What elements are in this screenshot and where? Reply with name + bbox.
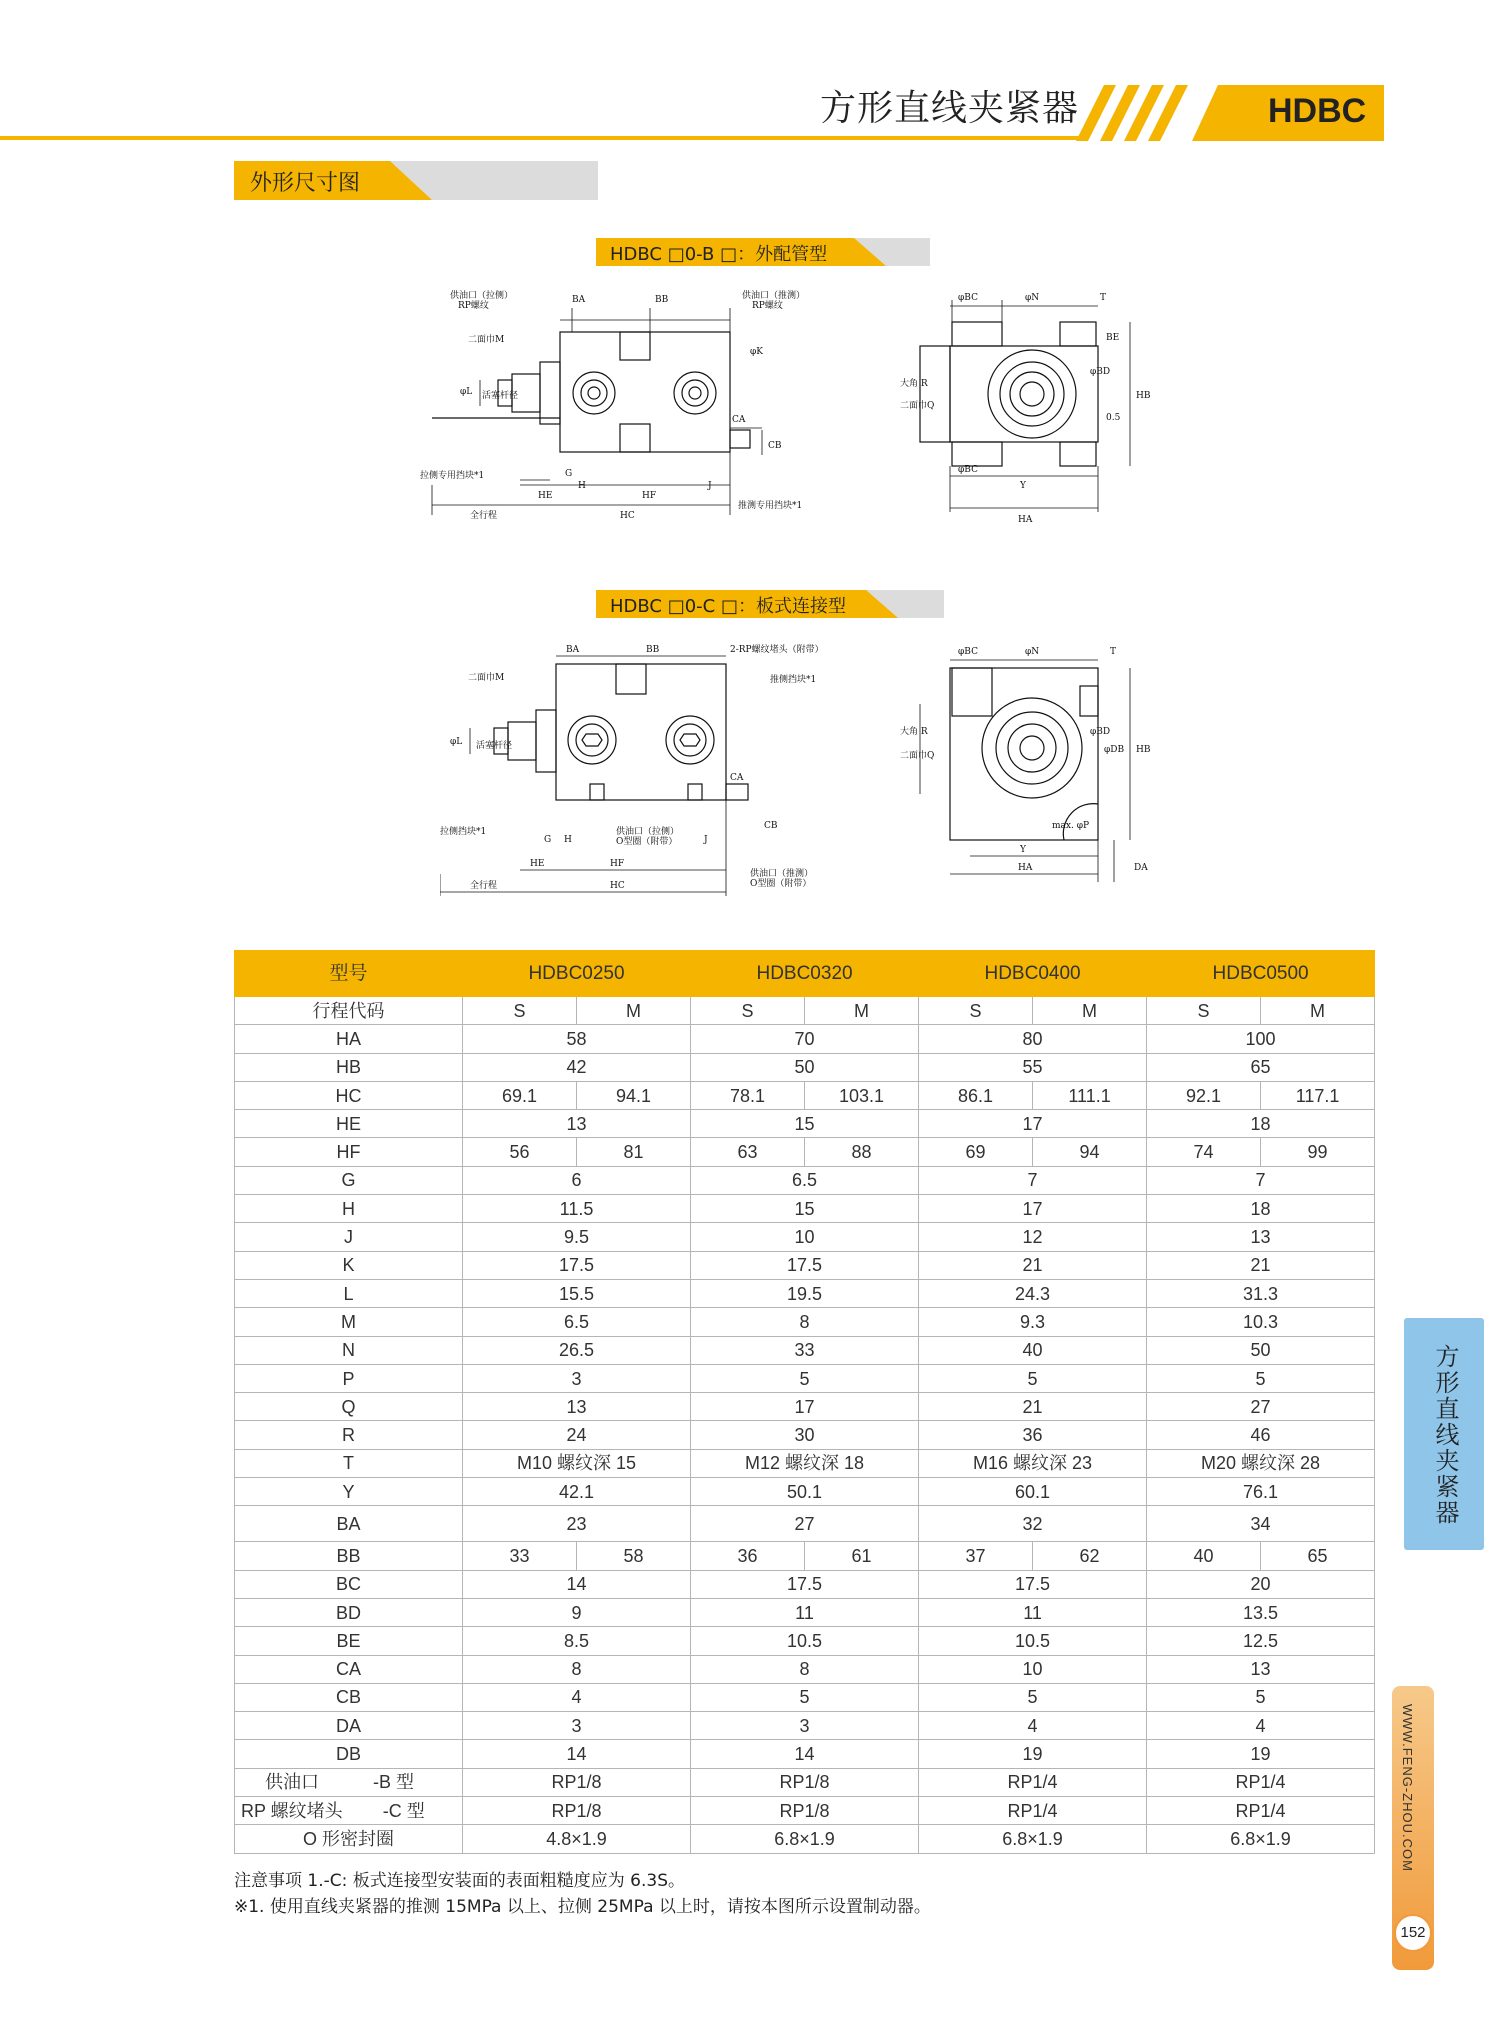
row-label: BD (235, 1598, 463, 1626)
table-cell: 9 (463, 1598, 691, 1626)
table-cell: 5 (919, 1683, 1147, 1711)
table-cell: 46 (1147, 1421, 1375, 1449)
table-cell: 10.5 (691, 1627, 919, 1655)
row-label: HE (235, 1110, 463, 1138)
table-cell: 80 (919, 1025, 1147, 1053)
table-row (235, 1336, 1375, 1364)
table-cell: 13 (1147, 1223, 1375, 1251)
b-front-port-push-sub: RP螺纹 (752, 301, 783, 311)
b-side-hb: HB (1136, 391, 1151, 401)
table-row (235, 1740, 1375, 1768)
row-label: DB (235, 1740, 463, 1768)
c-front-plug: 2-RP螺纹堵头（附带） (730, 645, 824, 655)
table-cell: M20 螺纹深 28 (1147, 1449, 1375, 1477)
row-label: R (235, 1421, 463, 1449)
table-cell: 74 (1147, 1138, 1261, 1166)
row-label: HA (235, 1025, 463, 1053)
c-side-db: φDB (1104, 745, 1125, 755)
table-cell: 5 (1147, 1683, 1375, 1711)
b-front-phi-k: φK (750, 347, 764, 357)
table-cell: 24 (463, 1421, 691, 1449)
c-front-bb: BB (646, 645, 660, 655)
table-cell: 11.5 (463, 1195, 691, 1223)
table-cell: 50.1 (691, 1478, 919, 1506)
table-cell: 86.1 (919, 1081, 1033, 1109)
table-cell: 11 (691, 1598, 919, 1626)
table-row-port-b (235, 1768, 1375, 1796)
c-type-side-drawing (900, 644, 1180, 884)
table-row (235, 1025, 1375, 1053)
table-cell: RP1/8 (463, 1797, 691, 1825)
table-cell: 13.5 (1147, 1598, 1375, 1626)
table-row (235, 1478, 1375, 1506)
table-cell: 15.5 (463, 1279, 691, 1307)
header-rule (0, 136, 1086, 140)
b-front-he: HE (538, 491, 553, 501)
table-row (235, 1053, 1375, 1081)
table-cell: 5 (691, 1683, 919, 1711)
row-label: N (235, 1336, 463, 1364)
b-front-cb: CB (768, 441, 782, 451)
table-header-row (235, 951, 1375, 997)
table-cell: 78.1 (691, 1081, 805, 1109)
table-row (235, 1449, 1375, 1477)
c-side-t: T (1110, 647, 1117, 657)
table-cell: M10 螺纹深 15 (463, 1449, 691, 1477)
table-footer-rows (235, 1768, 1375, 1853)
table-cell: 30 (691, 1421, 919, 1449)
c-front-stop-pull: 拉侧挡块*1 (440, 827, 487, 837)
table-cell: 10 (691, 1223, 919, 1251)
row-label: T (235, 1449, 463, 1477)
row-label: BB (235, 1542, 463, 1570)
table-row (235, 1683, 1375, 1711)
table-row-stroke (235, 997, 1375, 1025)
table-cell: RP1/4 (1147, 1768, 1375, 1796)
product-code: HDBC (1268, 92, 1367, 130)
c-front-port-pull: 供油口（拉侧） (616, 827, 680, 837)
diagram-label-b (596, 238, 930, 266)
table-cell: 6.5 (463, 1308, 691, 1336)
header-model: HDBC0500 (1147, 951, 1375, 997)
table-cell: 58 (577, 1542, 691, 1570)
c-side-n: φN (1025, 647, 1040, 657)
table-cell: 17.5 (691, 1570, 919, 1598)
row-label: CA (235, 1655, 463, 1683)
table-cell: 6.8×1.9 (919, 1825, 1147, 1853)
table-cell: 65 (1261, 1542, 1375, 1570)
c-front-g: G (544, 835, 552, 845)
table-cell: 24.3 (919, 1279, 1147, 1307)
table-cell: 17 (919, 1195, 1147, 1223)
diagram-label-c (596, 590, 944, 618)
b-front-stroke: 全行程 (470, 511, 498, 521)
table-cell: 18 (1147, 1195, 1375, 1223)
b-front-rod: 活塞杆径 (482, 391, 519, 401)
row-label: HB (235, 1053, 463, 1081)
b-front-ba: BA (572, 295, 586, 305)
table-cell: 15 (691, 1195, 919, 1223)
table-cell: RP1/4 (919, 1768, 1147, 1796)
table-cell: 50 (1147, 1336, 1375, 1364)
row-label: CB (235, 1683, 463, 1711)
table-cell: 42 (463, 1053, 691, 1081)
table-cell: RP1/8 (463, 1768, 691, 1796)
row-label: M (235, 1308, 463, 1336)
table-cell: M12 螺纹深 18 (691, 1449, 919, 1477)
table-cell: M (577, 997, 691, 1025)
table-cell: S (691, 997, 805, 1025)
c-side-bd: φBD (1090, 727, 1111, 737)
row-label: H (235, 1195, 463, 1223)
table-cell: 20 (1147, 1570, 1375, 1598)
b-side-05: 0.5 (1106, 413, 1121, 423)
table-cell: 6 (463, 1166, 691, 1194)
b-front-phi-l: φL (460, 387, 473, 397)
b-type-side-drawing (900, 290, 1180, 530)
c-front-h: H (564, 835, 572, 845)
port-label-2: RP 螺纹堵头 (241, 1800, 343, 1821)
c-front-stop-push: 推侧挡块*1 (770, 675, 817, 685)
table-cell: 69.1 (463, 1081, 577, 1109)
table-cell: 36 (691, 1542, 805, 1570)
table-cell: 26.5 (463, 1336, 691, 1364)
table-cell: RP1/8 (691, 1797, 919, 1825)
table-cell: 6.5 (691, 1166, 919, 1194)
table-row (235, 1598, 1375, 1626)
c-front-ca: CA (730, 773, 744, 783)
table-cell: 21 (1147, 1251, 1375, 1279)
c-front-hf: HF (610, 859, 625, 869)
table-cell: 10.3 (1147, 1308, 1375, 1336)
c-front-ba: BA (566, 645, 580, 655)
table-cell: 13 (463, 1110, 691, 1138)
table-cell: 60.1 (919, 1478, 1147, 1506)
table-cell: 50 (691, 1053, 919, 1081)
table-cell: M (1261, 997, 1375, 1025)
table-cell: 18 (1147, 1110, 1375, 1138)
row-label: K (235, 1251, 463, 1279)
note-line-1: 注意事项 1.-C: 板式连接型安装面的表面粗糙度应为 6.3S。 (234, 1871, 685, 1891)
b-side-be: BE (1106, 333, 1120, 343)
table-row (235, 1542, 1375, 1570)
table-cell: 19.5 (691, 1279, 919, 1307)
table-cell: 13 (463, 1393, 691, 1421)
table-cell: 63 (691, 1138, 805, 1166)
c-side-hb: HB (1136, 745, 1151, 755)
table-row (235, 1506, 1375, 1542)
table-cell: RP1/4 (919, 1797, 1147, 1825)
table-row-port-c (235, 1797, 1375, 1825)
row-label: Q (235, 1393, 463, 1421)
b-front-two-face: 二面巾M (468, 335, 505, 345)
b-side-ha: HA (1018, 515, 1033, 525)
header-model: HDBC0320 (691, 951, 919, 997)
table-cell: M (805, 997, 919, 1025)
table-cell: 100 (1147, 1025, 1375, 1053)
b-side-t: T (1100, 293, 1107, 303)
c-front-phi-l: φL (450, 737, 463, 747)
header-stripes (1076, 85, 1206, 141)
table-cell: 33 (463, 1542, 577, 1570)
table-cell: 36 (919, 1421, 1147, 1449)
table-cell: 3 (463, 1712, 691, 1740)
row-label: BE (235, 1627, 463, 1655)
note-line-2: ※1. 使用直线夹紧器的推测 15MPa 以上、拉侧 25MPa 以上时，请按本图所示设置制动器。 (234, 1897, 931, 1917)
table-cell: 9.5 (463, 1223, 691, 1251)
page-number: 152 (1394, 1914, 1432, 1952)
table-cell: 111.1 (1033, 1081, 1147, 1109)
table-cell: S (1147, 997, 1261, 1025)
table-cell: 14 (691, 1740, 919, 1768)
table-cell: 17.5 (691, 1251, 919, 1279)
b-side-bc: φBC (958, 293, 978, 303)
table-cell: 9.3 (919, 1308, 1147, 1336)
table-cell: 5 (919, 1364, 1147, 1392)
table-cell: 21 (919, 1393, 1147, 1421)
table-cell: 8 (463, 1655, 691, 1683)
port-b-label: -B 型 (373, 1772, 415, 1793)
row-label: 行程代码 (235, 997, 463, 1025)
table-cell: RP1/4 (1147, 1797, 1375, 1825)
row-label (235, 1768, 463, 1796)
table-cell: 76.1 (1147, 1478, 1375, 1506)
table-row (235, 1308, 1375, 1336)
table-cell: 70 (691, 1025, 919, 1053)
table-cell: 40 (919, 1336, 1147, 1364)
table-body (235, 997, 1375, 1769)
table-cell: S (463, 997, 577, 1025)
table-cell: 27 (691, 1506, 919, 1542)
table-cell: 14 (463, 1740, 691, 1768)
port-label-1: 供油口 (265, 1772, 319, 1793)
c-front-oring-push: O型圈（附带） (750, 879, 812, 889)
table-cell: RP1/8 (691, 1768, 919, 1796)
port-c-label: -C 型 (382, 1800, 425, 1821)
table-row (235, 1364, 1375, 1392)
b-front-port-pull-sub: RP螺纹 (458, 301, 489, 311)
table-cell: 3 (691, 1712, 919, 1740)
header-model: HDBC0250 (463, 951, 691, 997)
row-label: HC (235, 1081, 463, 1109)
table-cell: 33 (691, 1336, 919, 1364)
row-label: P (235, 1364, 463, 1392)
table-cell: 37 (919, 1542, 1033, 1570)
table-cell: 13 (1147, 1655, 1375, 1683)
website-text: WWW.FENG-ZHOU.COM (1400, 1704, 1415, 1872)
row-label: L (235, 1279, 463, 1307)
row-label: G (235, 1166, 463, 1194)
table-row (235, 1421, 1375, 1449)
table-cell: 19 (1147, 1740, 1375, 1768)
c-front-rod: 活塞杆径 (476, 741, 513, 751)
table-cell: 14 (463, 1570, 691, 1598)
b-side-bd: φBD (1090, 367, 1111, 377)
b-front-ca: CA (732, 415, 746, 425)
b-type-front-drawing (420, 290, 820, 530)
c-side-y: Y (1020, 845, 1026, 855)
table-cell: 17.5 (463, 1251, 691, 1279)
table-cell: 3 (463, 1364, 691, 1392)
table-cell: M16 螺纹深 23 (919, 1449, 1147, 1477)
header-model: HDBC0400 (919, 951, 1147, 997)
header-model-label: 型号 (235, 951, 463, 997)
table-cell: 56 (463, 1138, 577, 1166)
table-cell: 23 (463, 1506, 691, 1542)
table-cell: 17 (919, 1110, 1147, 1138)
table-cell: 11 (919, 1598, 1147, 1626)
b-side-bc2: φBC (958, 465, 978, 475)
table-cell: 117.1 (1261, 1081, 1375, 1109)
row-label: O 形密封圈 (235, 1825, 463, 1853)
table-cell: S (919, 997, 1033, 1025)
table-cell: 8 (691, 1308, 919, 1336)
c-side-p: max. φP (1052, 821, 1090, 831)
c-side-da: DA (1134, 863, 1148, 873)
table-cell: 17 (691, 1393, 919, 1421)
table-cell: 31.3 (1147, 1279, 1375, 1307)
table-row (235, 1279, 1375, 1307)
table-cell: 21 (919, 1251, 1147, 1279)
side-tab-label: 方形直线夹紧器 (1431, 1344, 1459, 1526)
table-cell: 94 (1033, 1138, 1147, 1166)
table-cell: 4.8×1.9 (463, 1825, 691, 1853)
b-front-stop-push: 推测专用挡块*1 (738, 501, 803, 511)
table-row (235, 1627, 1375, 1655)
table-row-oring (235, 1825, 1375, 1853)
table-cell: 32 (919, 1506, 1147, 1542)
b-front-hc: HC (620, 511, 635, 521)
spec-table (234, 950, 1375, 1854)
b-side-n: φN (1025, 293, 1040, 303)
c-side-ha: HA (1018, 863, 1033, 873)
table-cell: 103.1 (805, 1081, 919, 1109)
b-front-h: H (578, 481, 586, 491)
c-front-port-push: 供油口（推测） (750, 869, 814, 879)
c-side-q: 二面巾Q (900, 751, 935, 761)
table-cell: 4 (919, 1712, 1147, 1740)
c-side-r: 大角 R (900, 727, 928, 737)
table-cell: 12.5 (1147, 1627, 1375, 1655)
diagram-label-c-text: HDBC □0-C □：板式连接型 (610, 596, 846, 617)
table-cell: 88 (805, 1138, 919, 1166)
table-cell: 55 (919, 1053, 1147, 1081)
table-row (235, 1393, 1375, 1421)
table-cell: 40 (1147, 1542, 1261, 1570)
table-cell: 61 (805, 1542, 919, 1570)
table-cell: 10 (919, 1655, 1147, 1683)
table-cell: 5 (691, 1364, 919, 1392)
b-front-bb: BB (655, 295, 669, 305)
table-cell: 6.8×1.9 (1147, 1825, 1375, 1853)
row-label: DA (235, 1712, 463, 1740)
c-front-hc: HC (610, 881, 625, 891)
c-front-he: HE (530, 859, 545, 869)
table-cell: 15 (691, 1110, 919, 1138)
c-front-cb: CB (764, 821, 778, 831)
table-cell: 7 (919, 1166, 1147, 1194)
b-front-port-pull: 供油口（拉侧） (450, 291, 514, 301)
table-row (235, 1570, 1375, 1598)
table-row (235, 1223, 1375, 1251)
table-cell: 94.1 (577, 1081, 691, 1109)
table-cell: 81 (577, 1138, 691, 1166)
c-type-front-drawing (440, 644, 840, 904)
table-row (235, 1110, 1375, 1138)
table-cell: 4 (463, 1683, 691, 1711)
table-cell: 92.1 (1147, 1081, 1261, 1109)
table-cell: 69 (919, 1138, 1033, 1166)
b-front-g: G (565, 469, 573, 479)
section-title: 外形尺寸图 (250, 171, 361, 196)
row-label: BA (235, 1506, 463, 1542)
b-side-q: 二面巾Q (900, 401, 935, 411)
table-cell: 8 (691, 1655, 919, 1683)
table-cell: 62 (1033, 1542, 1147, 1570)
diagram-label-b-text: HDBC □0-B □：外配管型 (610, 244, 828, 265)
table-row (235, 1712, 1375, 1740)
table-row (235, 1195, 1375, 1223)
row-label: HF (235, 1138, 463, 1166)
table-row (235, 1251, 1375, 1279)
c-side-bc: φBC (958, 647, 978, 657)
row-label: BC (235, 1570, 463, 1598)
table-cell: 10.5 (919, 1627, 1147, 1655)
table-cell: 99 (1261, 1138, 1375, 1166)
c-front-oring-pull: O型圈（附带） (616, 837, 678, 847)
table-cell: 8.5 (463, 1627, 691, 1655)
c-front-j: J (704, 835, 708, 845)
table-cell: M (1033, 997, 1147, 1025)
table-cell: 6.8×1.9 (691, 1825, 919, 1853)
page-title: 方形直线夹紧器 (820, 88, 1080, 129)
table-row (235, 1655, 1375, 1683)
b-front-hf: HF (642, 491, 657, 501)
c-front-two-face: 二面巾M (468, 673, 505, 683)
table-row (235, 1081, 1375, 1109)
table-cell: 19 (919, 1740, 1147, 1768)
table-row (235, 1166, 1375, 1194)
table-cell: 42.1 (463, 1478, 691, 1506)
table-cell: 4 (1147, 1712, 1375, 1740)
b-front-port-push: 供油口（推测） (742, 291, 806, 301)
table-cell: 58 (463, 1025, 691, 1053)
b-front-stop-pull: 拉侧专用挡块*1 (420, 471, 485, 481)
table-cell: 34 (1147, 1506, 1375, 1542)
table-cell: 7 (1147, 1166, 1375, 1194)
row-label: J (235, 1223, 463, 1251)
b-front-j: J (708, 481, 712, 491)
c-front-stroke: 全行程 (470, 881, 498, 891)
table-cell: 27 (1147, 1393, 1375, 1421)
row-label: Y (235, 1478, 463, 1506)
table-cell: 5 (1147, 1364, 1375, 1392)
row-label (235, 1797, 463, 1825)
table-cell: 17.5 (919, 1570, 1147, 1598)
b-side-r: 大角 R (900, 379, 928, 389)
table-cell: 65 (1147, 1053, 1375, 1081)
table-cell: 12 (919, 1223, 1147, 1251)
b-side-y: Y (1020, 481, 1026, 491)
table-row (235, 1138, 1375, 1166)
